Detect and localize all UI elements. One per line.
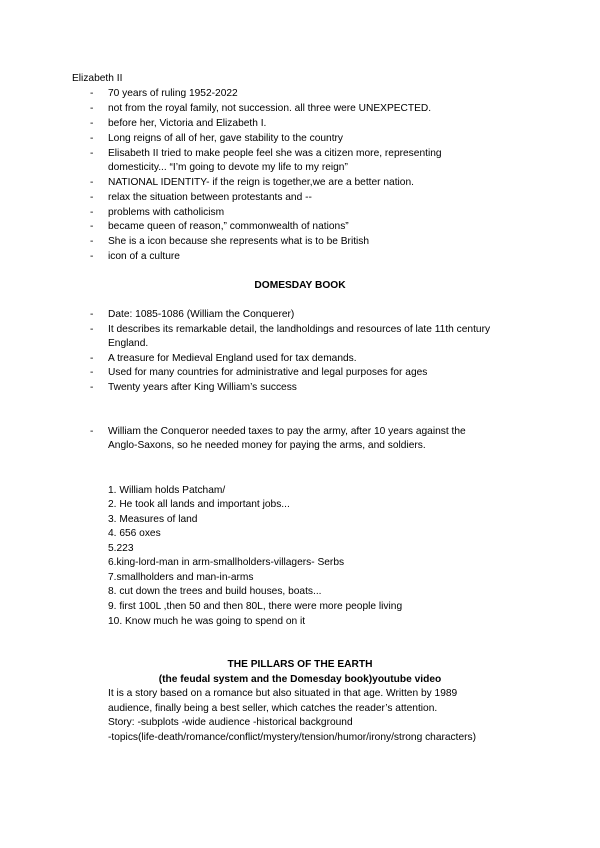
numbered-item: 6.king-lord-man in arm-smallholders-villagers- Serbs (108, 557, 345, 568)
paragraph-line: Story: -subplots -wide audience -historical background (108, 717, 353, 728)
paragraph-line: -topics(life-death/romance/conflict/mystery/tension/humor/irony/strong characters) (108, 732, 477, 743)
numbered-item: 7.smallholders and man-in-arms (108, 572, 254, 583)
paragraph-line: audience, finally being a best seller, which catches the reader’s attention. (108, 703, 438, 714)
section-heading-pillars: THE PILLARS OF THE EARTH (227, 659, 373, 670)
numbered-item: 5.223 (108, 543, 134, 554)
numbered-item: 8. cut down the trees and build houses, boats... (108, 586, 322, 597)
section-heading-domesday: DOMESDAY BOOK (254, 280, 346, 291)
paragraph-line: It is a story based on a romance but also situated in that age. Written by 1989 (108, 688, 458, 699)
numbered-item: 10. Know much he was going to spend on it (108, 616, 306, 627)
numbered-item: 1. William holds Patcham/ (108, 485, 226, 496)
numbered-item: 4. 656 oxes (108, 528, 161, 539)
numbered-item: 9. first 100L ,then 50 and then 80L, there were more people living (108, 601, 403, 612)
document-page: Elizabeth II - 70 years of ruling 1952-2022 - not from the royal family, not succession. all three were UNEXPECTED. - before her, Victoria and Elizabeth I. - Long reigns of all of her, gave stability to the country - Elisabeth II tried to make people feel she was a citizen more, representing domesticity... “I’m going to devote my life to my reign” - NATIONAL IDENTITY- if the reign is together,we are a better nation. - relax the situation between protestants and -- - problems with catholicism - became queen of reason,” commonwealth of nations” - She is a icon because she represents what is to be British - icon of a culture DOMESDAY BOOK - Date: 1085-1086 (William the Conquerer) - It describes its remarkable detail, the landholdings and resources of late 11th century England. - A treasure for Medieval England used for tax demands. - Used for many countries for administrative and legal purposes for ages - Twenty years after King William’s success - William the Conqueror needed taxes to pay the army, after 10 years against the Anglo-Saxons, so he needed money for paying the arms, and soldiers. 1. William holds Patcham/ 2. He took all lands and important jobs... 3. Measures of land 4. 656 oxes 5.223 6.king-lord-man in arm-smallholders-villagers- Serbs 7.smallholders and man-in-arms 8. cut down the trees and build houses, boats... 9. first 100L ,then 50 and then 80L, there were more people living 10. Know much he was going to spend on it THE PILLARS OF THE EARTH (the feudal system and the Domesday book)youtube video It is a story based on a romance but also situated in that age. Written by 1989 audience, finally being a best seller, which catches the reader’s attention. Story: -subplots -wide audience -historical background -topics(life-death/romance/conflict/mystery/tension/humor/irony/strong characters) (0, 0, 600, 848)
section-subheading-pillars: (the feudal system and the Domesday book)youtube video (158, 674, 442, 685)
numbered-item: 3. Measures of land (108, 514, 198, 525)
section-title-elizabeth: Elizabeth II (72, 73, 123, 84)
numbered-item: 2. He took all lands and important jobs... (108, 499, 290, 510)
